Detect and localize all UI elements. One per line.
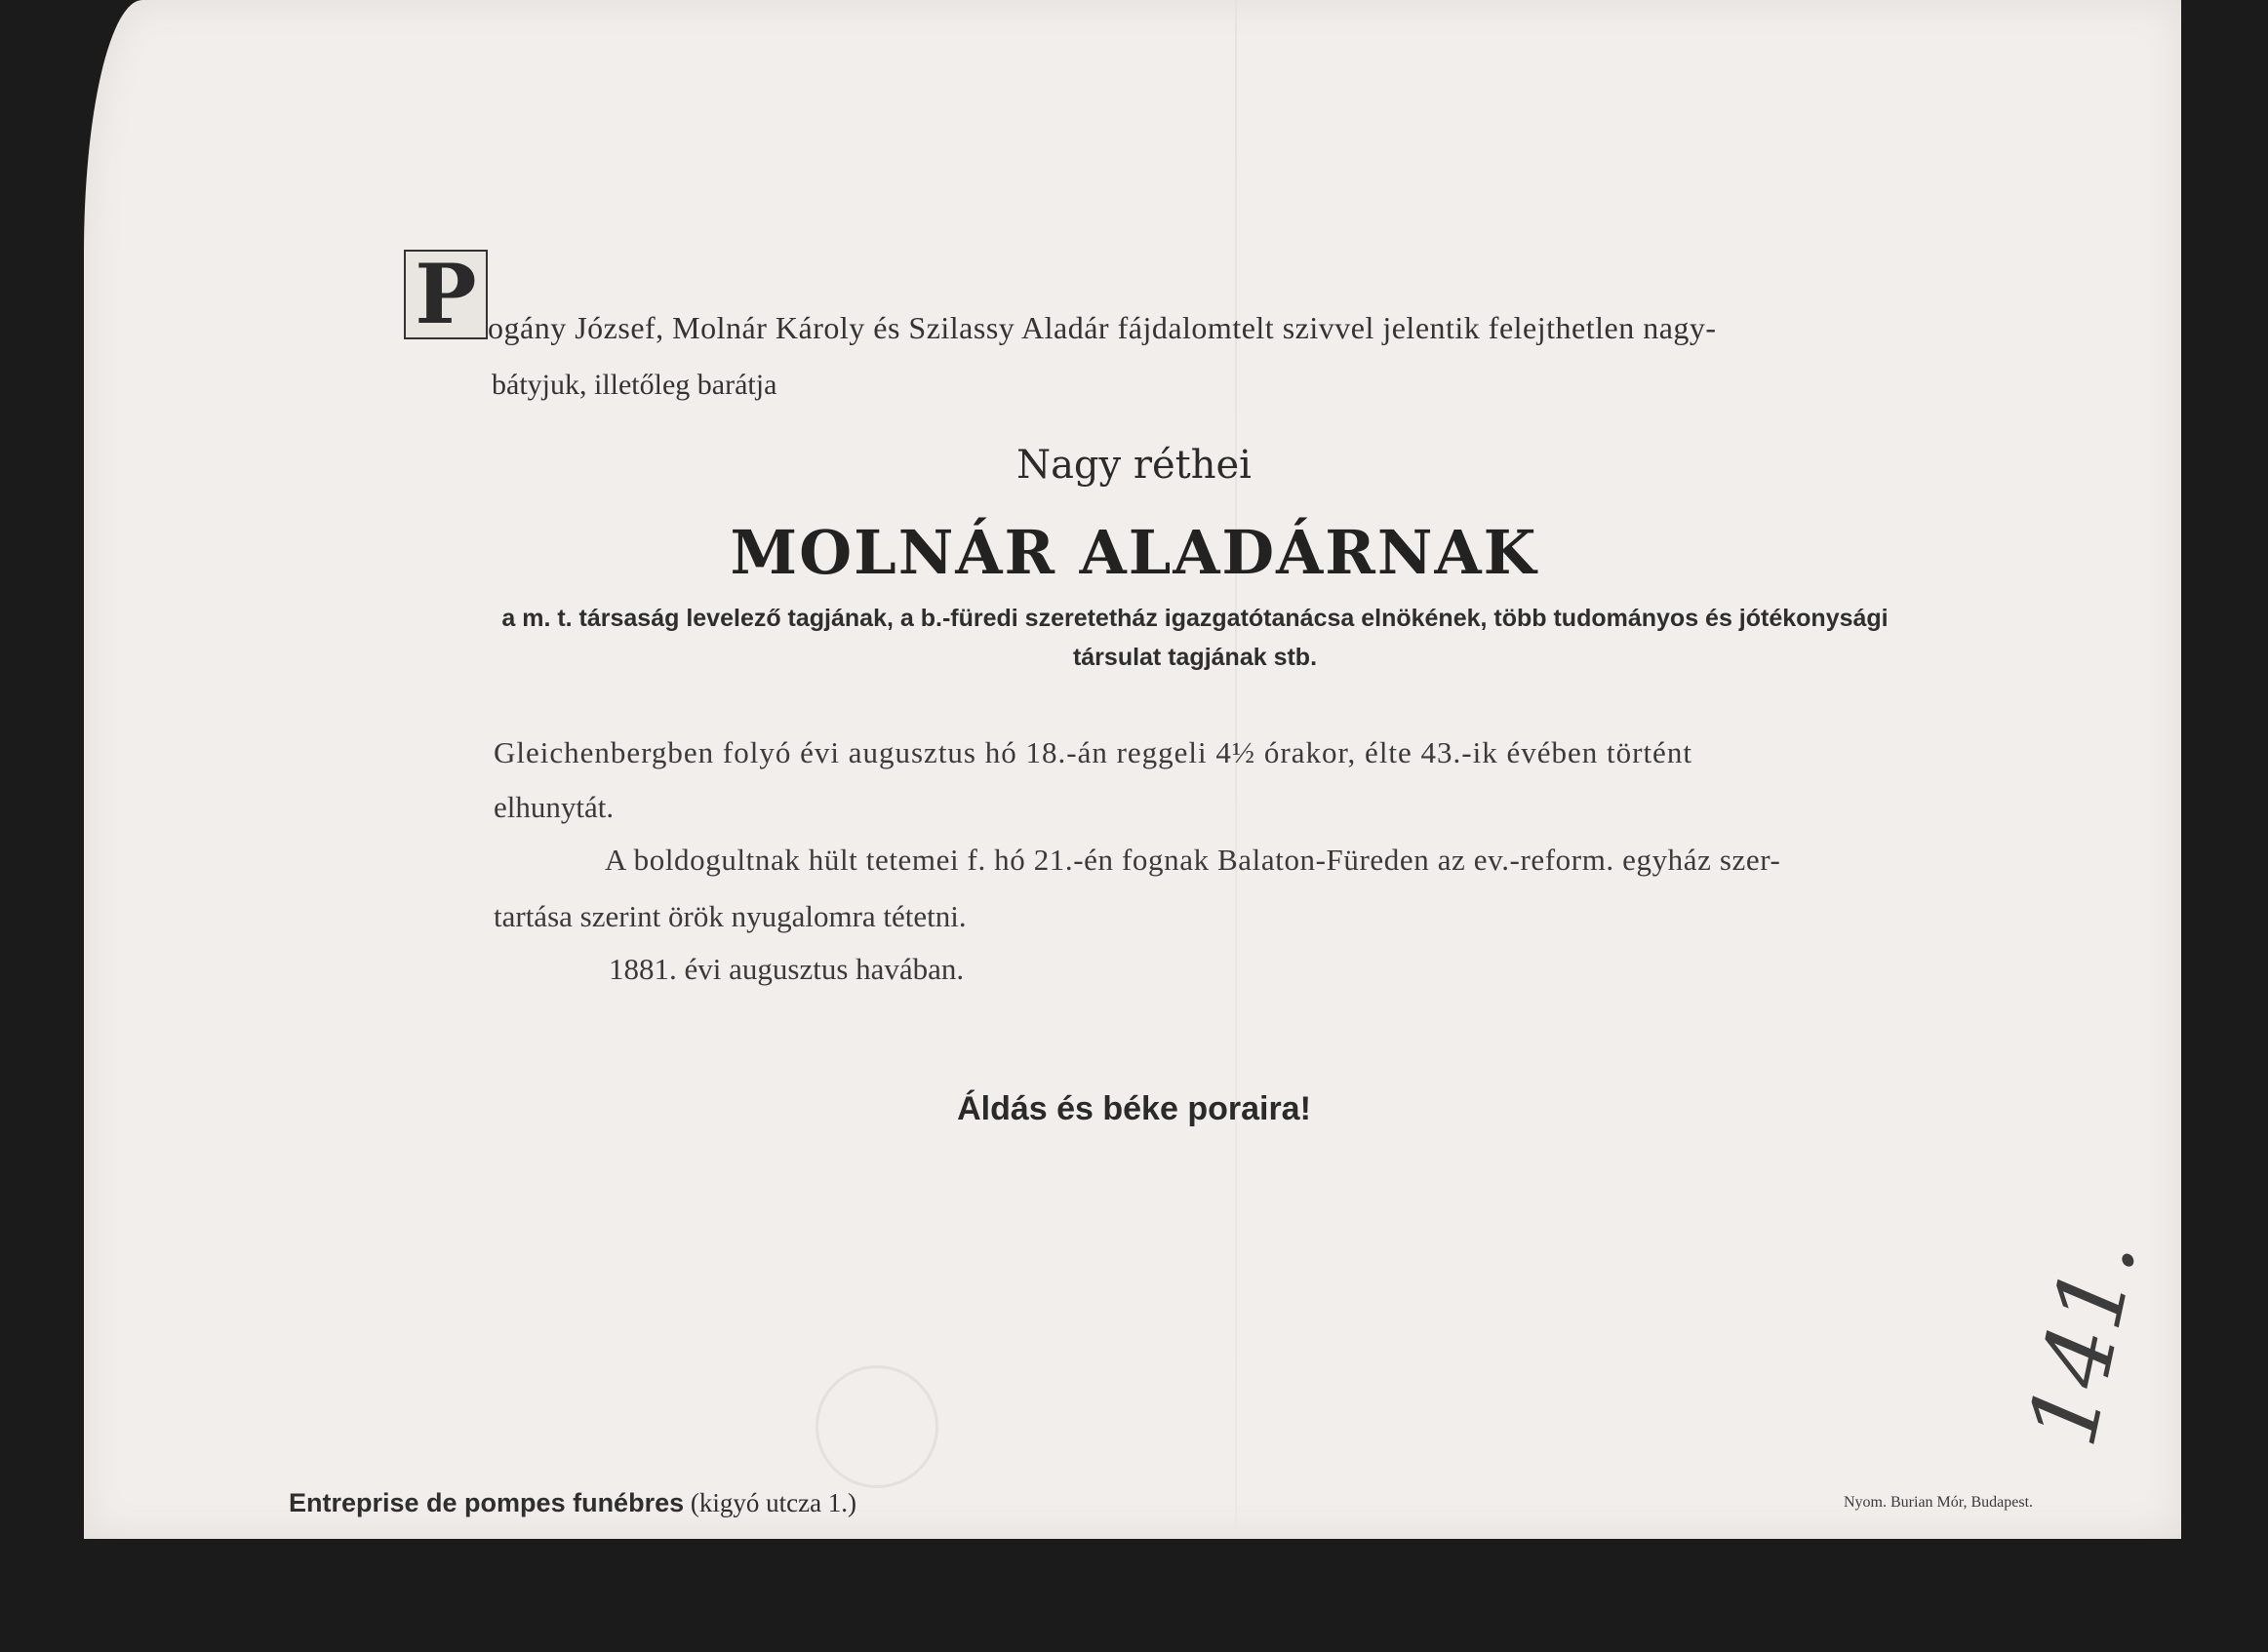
ornamental-dropcap xyxy=(404,246,488,342)
intro-line-1: ogány József, Molnár Károly és Szilassy Aladár fájdalomtelt szivvel jelentik felejthetlen nagy- xyxy=(488,310,1717,345)
subtitle: Nagy réthei xyxy=(1016,443,1252,488)
funeral-company-name: Entreprise de pompes funébres xyxy=(289,1488,685,1517)
body-line-1: Gleichenbergben folyó évi augusztus hó 18.-án reggeli 4½ órakor, élte 43.-ik évében történt xyxy=(494,735,1692,769)
funeral-company-address: (kigyó utcza 1.) xyxy=(684,1488,857,1517)
titles-text: a m. t. társaság levelező tagjának, a b.-füredi szeretetház igazgatótanácsa elnökének, több tudományos és jótékonysági társulat tagjának stb. xyxy=(501,605,1889,671)
printer-credit: Nyom. Burian Mór, Budapest. xyxy=(1844,1494,2034,1511)
body-line-3: A boldogultnak hült tetemei f. hó 21.-én fognak Balaton-Füreden az ev.-reform. egyház szer- xyxy=(605,843,1781,877)
handwritten-number: 141. xyxy=(2007,1228,2158,1456)
body-line-2: elhunytát. xyxy=(494,790,615,824)
date-line: 1881. évi augusztus havában. xyxy=(609,952,965,986)
body-line-4: tartása szerint örök nyugalomra tétetni. xyxy=(494,899,967,933)
dropcap-letter: P xyxy=(415,246,477,342)
faded-stamp xyxy=(816,1365,938,1488)
deceased-name: MOLNÁR ALADÁRNAK xyxy=(730,517,1538,588)
intro-line-2: bátyjuk, illetőleg barátja xyxy=(492,369,777,401)
funeral-company xyxy=(289,1488,856,1518)
blessing: Áldás és béke poraira! xyxy=(957,1090,1311,1127)
